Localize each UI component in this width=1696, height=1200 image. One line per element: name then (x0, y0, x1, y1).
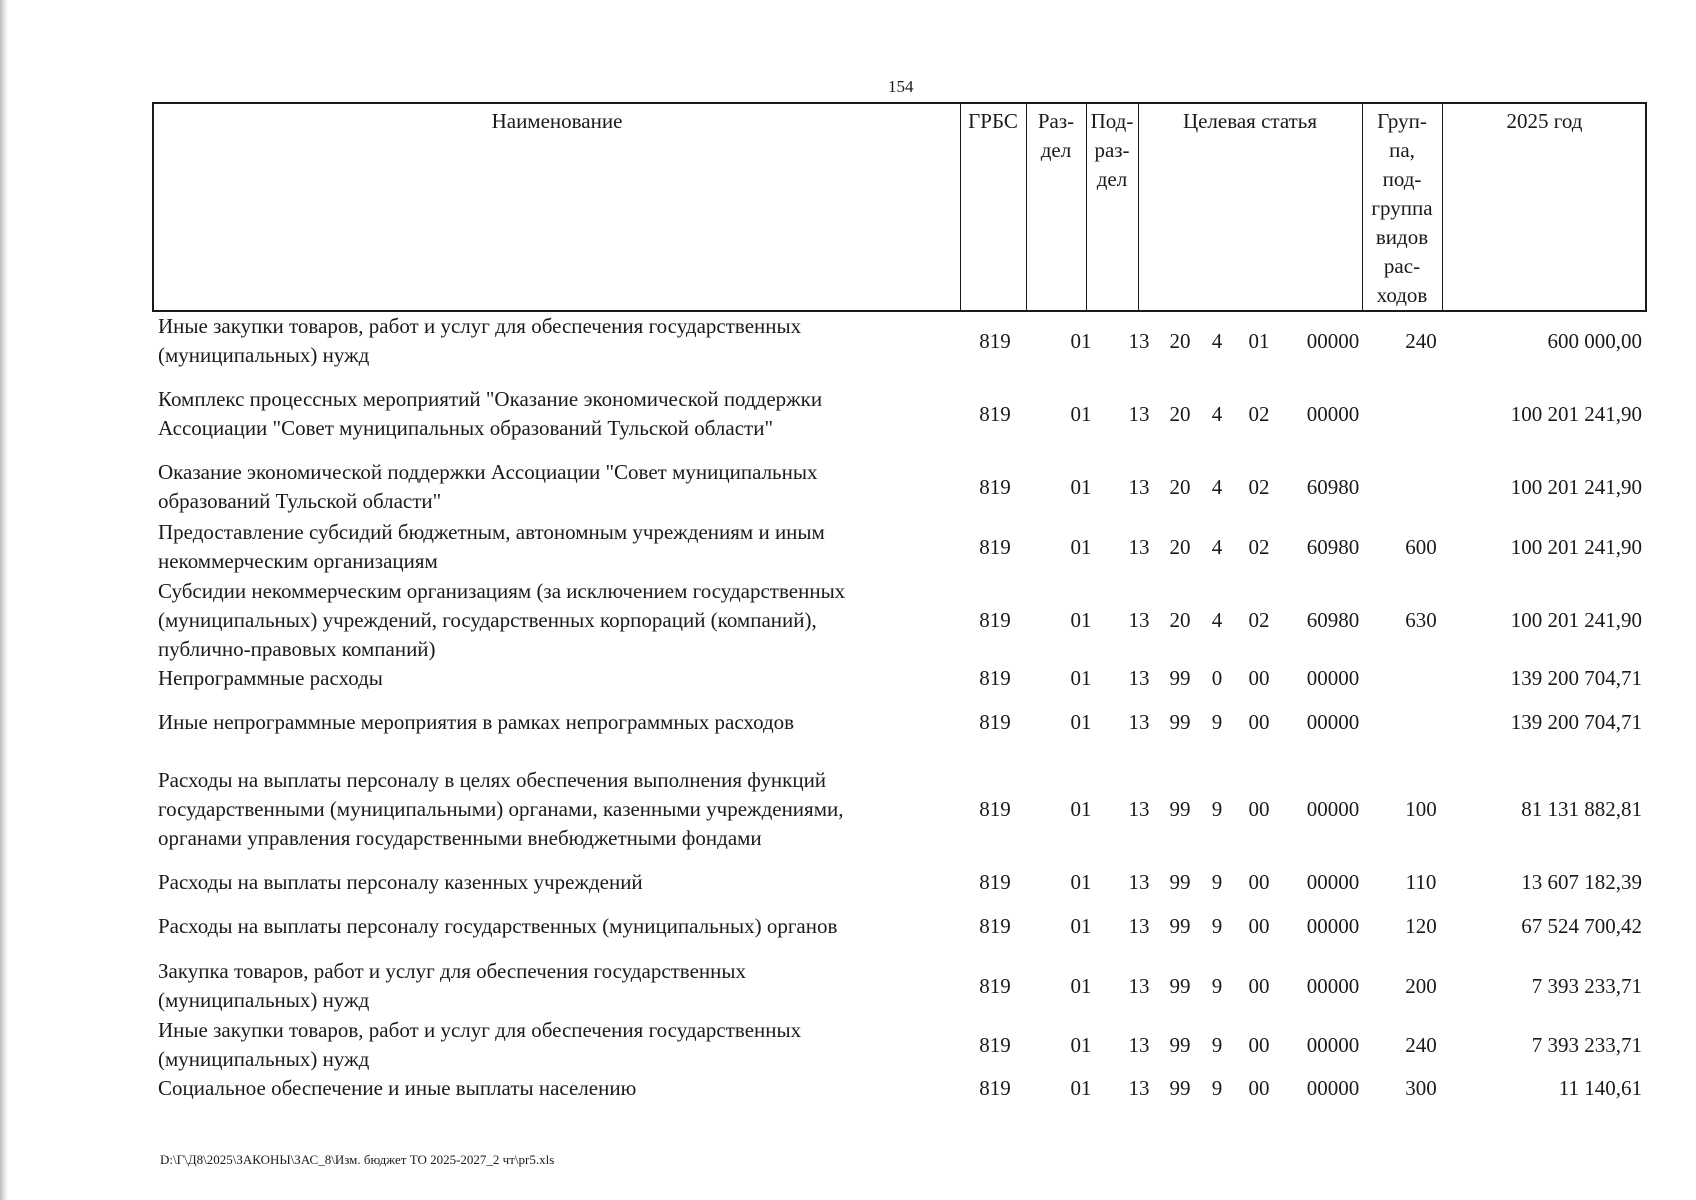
row-name: Расходы на выплаты персоналу казенных учреждений (158, 870, 643, 894)
header-expense-group: Груп- па, под- группа видов рас- ходов (1371, 109, 1433, 307)
row-cs3: 00 (1248, 710, 1270, 734)
table-row (152, 1074, 1652, 1103)
row-cs2: 9 (1211, 973, 1223, 998)
row-cs1: 99 (1169, 797, 1191, 821)
row-name: Оказание экономической поддержки Ассоциации "Совет муниципальных образований Тульской области" (158, 460, 818, 513)
row-cs3: 00 (1248, 914, 1270, 938)
row-pr: 13 (1128, 534, 1150, 559)
row-cs4: 60980 (1306, 474, 1360, 499)
row-rz: 01 (1070, 474, 1092, 499)
row-amount: 600 000,00 (1547, 328, 1642, 353)
table-row (152, 708, 1652, 737)
table-row (152, 766, 1652, 853)
row-pr: 13 (1128, 474, 1150, 499)
row-rz: 01 (1070, 666, 1092, 690)
page-number: 154 (888, 77, 914, 96)
header-podrazdel: Под- раз- дел (1090, 109, 1134, 191)
row-amount: 11 140,61 (1558, 1076, 1642, 1100)
row-vr: 200 (1405, 973, 1437, 998)
row-grbs: 819 (979, 401, 1011, 426)
row-cs1: 20 (1169, 328, 1191, 353)
row-cs4: 00000 (1306, 973, 1360, 998)
row-vr: 630 (1405, 608, 1437, 632)
row-cs4: 00000 (1306, 666, 1360, 690)
table-row (152, 957, 1652, 1015)
row-pr: 13 (1128, 1032, 1150, 1057)
row-cs2: 9 (1211, 914, 1223, 938)
row-pr: 13 (1128, 608, 1150, 632)
row-cs2: 4 (1211, 608, 1223, 632)
row-cs3: 01 (1248, 328, 1270, 353)
row-grbs: 819 (979, 608, 1011, 632)
table-row (152, 577, 1652, 664)
row-cs4: 00000 (1306, 401, 1360, 426)
row-pr: 13 (1128, 401, 1150, 426)
row-cs4: 60980 (1306, 608, 1360, 632)
row-grbs: 819 (979, 797, 1011, 821)
row-grbs: 819 (979, 870, 1011, 894)
row-cs3: 02 (1248, 534, 1270, 559)
footer-file-path: D:\Г\Д8\2025\ЗАКОНЫ\ЗАС_8\Изм. бюджет ТО 2025-2027_2 чт\pr5.xls (160, 1152, 555, 1167)
row-grbs: 819 (979, 914, 1011, 938)
row-amount: 139 200 704,71 (1510, 666, 1642, 690)
row-cs1: 20 (1169, 608, 1191, 632)
row-cs1: 99 (1169, 1032, 1191, 1057)
row-amount: 7 393 233,71 (1531, 973, 1642, 998)
row-cs1: 20 (1169, 474, 1191, 499)
row-cs1: 99 (1169, 710, 1191, 734)
row-name: Социальное обеспечение и иные выплаты населению (158, 1076, 637, 1100)
row-cs3: 00 (1248, 666, 1270, 690)
row-name: Иные закупки товаров, работ и услуг для обеспечения государственных (муниципальных) нужд (158, 1018, 802, 1071)
row-pr: 13 (1128, 973, 1150, 998)
row-vr: 240 (1405, 1032, 1437, 1057)
row-cs4: 00000 (1306, 710, 1360, 734)
row-pr: 13 (1128, 1076, 1150, 1100)
row-cs4: 00000 (1306, 914, 1360, 938)
row-cs1: 99 (1169, 1076, 1191, 1100)
scan-edge-shadow (0, 0, 8, 1200)
row-vr: 600 (1405, 534, 1437, 559)
row-pr: 13 (1128, 710, 1150, 734)
row-amount: 100 201 241,90 (1510, 474, 1642, 499)
row-cs4: 00000 (1306, 797, 1360, 821)
table-row (152, 912, 1652, 941)
row-rz: 01 (1070, 710, 1092, 734)
table-row (152, 868, 1652, 897)
row-cs1: 99 (1169, 666, 1191, 690)
row-amount: 100 201 241,90 (1510, 608, 1642, 632)
row-pr: 13 (1128, 914, 1150, 938)
row-cs3: 02 (1248, 608, 1270, 632)
row-name: Расходы на выплаты персоналу государственных (муниципальных) органов (158, 914, 838, 938)
row-amount: 100 201 241,90 (1510, 401, 1642, 426)
row-grbs: 819 (979, 973, 1011, 998)
row-rz: 01 (1070, 534, 1092, 559)
row-name: Расходы на выплаты персоналу в целях обеспечения выполнения функций государственными (муниципальными) органами, казенными учреждениями, органами управления государственными внебюджетными фондами (158, 768, 844, 850)
row-pr: 13 (1128, 797, 1150, 821)
row-grbs: 819 (979, 1076, 1011, 1100)
row-vr: 240 (1405, 328, 1437, 353)
row-rz: 01 (1070, 328, 1092, 353)
row-rz: 01 (1070, 973, 1092, 998)
row-cs2: 9 (1211, 870, 1223, 894)
table-row (152, 518, 1652, 576)
row-cs2: 4 (1211, 534, 1223, 559)
row-vr: 120 (1405, 914, 1437, 938)
row-name: Иные непрограммные мероприятия в рамках непрограммных расходов (158, 710, 795, 734)
table-row (152, 1016, 1652, 1074)
row-cs4: 00000 (1306, 328, 1360, 353)
row-cs4: 60980 (1306, 534, 1360, 559)
row-cs4: 00000 (1306, 1076, 1360, 1100)
row-cs3: 00 (1248, 797, 1270, 821)
row-cs3: 00 (1248, 1032, 1270, 1057)
table-row (152, 458, 1652, 516)
row-pr: 13 (1128, 870, 1150, 894)
row-vr: 300 (1405, 1076, 1437, 1100)
row-rz: 01 (1070, 401, 1092, 426)
row-cs2: 0 (1211, 666, 1223, 690)
row-cs4: 00000 (1306, 870, 1360, 894)
row-name: Комплекс процессных мероприятий "Оказание экономической поддержки Ассоциации "Совет муниципальных образований Тульской области" (158, 387, 823, 440)
row-grbs: 819 (979, 710, 1011, 734)
table-row (152, 312, 1652, 370)
row-vr: 100 (1405, 797, 1437, 821)
row-cs4: 00000 (1306, 1032, 1360, 1057)
row-grbs: 819 (979, 534, 1011, 559)
table-row (152, 664, 1652, 693)
table-row (152, 385, 1652, 443)
row-cs2: 4 (1211, 401, 1223, 426)
table-header (152, 102, 1647, 312)
row-cs2: 9 (1211, 797, 1223, 821)
row-cs2: 9 (1211, 1076, 1223, 1100)
row-amount: 100 201 241,90 (1510, 534, 1642, 559)
row-amount: 139 200 704,71 (1510, 710, 1642, 734)
row-cs3: 02 (1248, 474, 1270, 499)
row-pr: 13 (1128, 328, 1150, 353)
row-cs2: 4 (1211, 328, 1223, 353)
row-vr: 110 (1405, 870, 1437, 894)
row-cs2: 9 (1211, 1032, 1223, 1057)
row-name: Предоставление субсидий бюджетным, автономным учреждениям и иным некоммерческим организациям (158, 520, 825, 573)
row-cs3: 02 (1248, 401, 1270, 426)
row-amount: 67 524 700,42 (1521, 914, 1642, 938)
row-cs3: 00 (1248, 973, 1270, 998)
row-grbs: 819 (979, 666, 1011, 690)
row-amount: 7 393 233,71 (1531, 1032, 1642, 1057)
header-year: 2025 год (1506, 109, 1583, 133)
row-cs1: 20 (1169, 534, 1191, 559)
row-cs1: 99 (1169, 870, 1191, 894)
row-rz: 01 (1070, 797, 1092, 821)
row-name: Непрограммные расходы (158, 666, 383, 690)
row-cs1: 20 (1169, 401, 1191, 426)
row-cs1: 99 (1169, 914, 1191, 938)
row-grbs: 819 (979, 328, 1011, 353)
row-cs3: 00 (1248, 870, 1270, 894)
row-name: Закупка товаров, работ и услуг для обеспечения государственных (муниципальных) нужд (158, 959, 747, 1012)
row-rz: 01 (1070, 870, 1092, 894)
header-target-article: Целевая статья (1182, 109, 1318, 133)
row-rz: 01 (1070, 1076, 1092, 1100)
header-razdel: Раз- дел (1037, 109, 1075, 162)
row-name: Иные закупки товаров, работ и услуг для обеспечения государственных (муниципальных) нужд (158, 314, 802, 367)
row-amount: 81 131 882,81 (1521, 797, 1642, 821)
row-name: Субсидии некоммерческим организациям (за исключением государственных (муниципальных) учреждений, государственных корпораций (компаний), публично-правовых компаний) (158, 579, 846, 661)
row-pr: 13 (1128, 666, 1150, 690)
row-cs2: 9 (1211, 710, 1223, 734)
row-amount: 13 607 182,39 (1521, 870, 1642, 894)
header-grbs: ГРБС (968, 109, 1018, 133)
header-name: Наименование (491, 109, 623, 133)
row-cs3: 00 (1248, 1076, 1270, 1100)
row-rz: 01 (1070, 914, 1092, 938)
row-grbs: 819 (979, 1032, 1011, 1057)
row-grbs: 819 (979, 474, 1011, 499)
row-rz: 01 (1070, 1032, 1092, 1057)
row-rz: 01 (1070, 608, 1092, 632)
row-cs2: 4 (1211, 474, 1223, 499)
row-cs1: 99 (1169, 973, 1191, 998)
